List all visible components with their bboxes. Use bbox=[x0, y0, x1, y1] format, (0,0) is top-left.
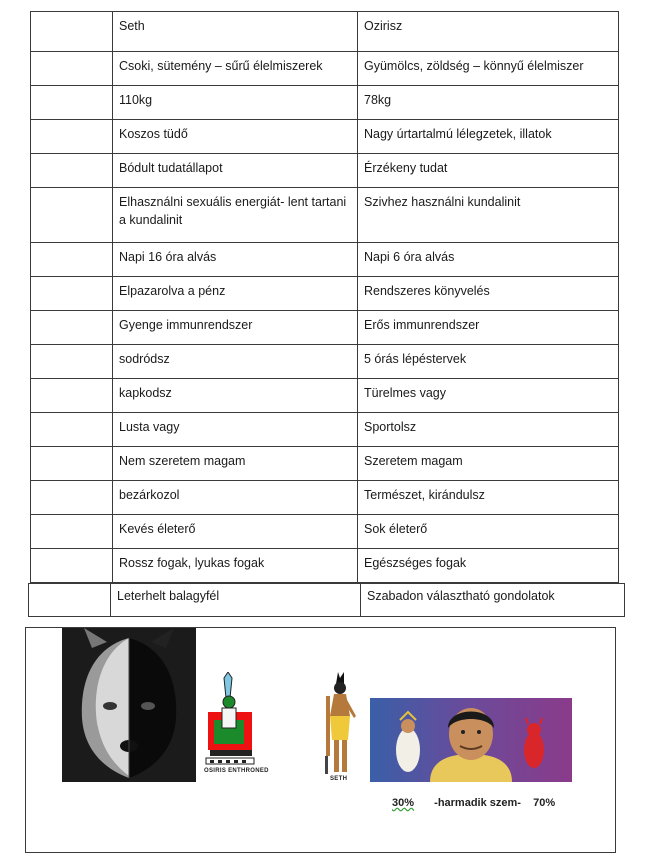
ozirisz-trait-cell: Gyümölcs, zöldség – könnyű élelmiszer bbox=[358, 52, 619, 86]
seth-trait-cell: Napi 16 óra alvás bbox=[113, 243, 358, 277]
seth-trait-cell: Csoki, sütemény – sűrű élelmiszerek bbox=[113, 52, 358, 86]
ozirisz-trait-cell: Napi 6 óra alvás bbox=[358, 243, 619, 277]
cartoon-scene-image bbox=[370, 698, 572, 782]
empty-cell bbox=[31, 120, 113, 154]
table-row bbox=[31, 413, 619, 447]
table-row bbox=[31, 86, 619, 120]
seth-trait-cell: kapkodsz bbox=[113, 379, 358, 413]
comparison-table bbox=[30, 11, 619, 583]
ozirisz-trait-cell: Türelmes vagy bbox=[358, 379, 619, 413]
seth-trait-cell: sodródsz bbox=[113, 345, 358, 379]
seth-trait-cell: Gyenge immunrendszer bbox=[113, 311, 358, 345]
header-seth: Seth bbox=[113, 12, 358, 52]
percent-left: 30% bbox=[392, 797, 415, 809]
third-eye-label: -harmadik szem- bbox=[434, 797, 521, 809]
table-row bbox=[31, 154, 619, 188]
table-row bbox=[31, 515, 619, 549]
table-row bbox=[31, 120, 619, 154]
third-eye-percentages bbox=[392, 797, 555, 809]
seth-figure-image bbox=[318, 672, 362, 776]
seth-caption: SETH bbox=[330, 776, 348, 782]
extra-right-cell: Szabadon választható gondolatok bbox=[361, 584, 625, 617]
table-row bbox=[31, 188, 619, 243]
empty-cell bbox=[31, 311, 113, 345]
seth-trait-cell: Bódult tudatállapot bbox=[113, 154, 358, 188]
seth-trait-cell: 110kg bbox=[113, 86, 358, 120]
empty-cell bbox=[31, 12, 113, 52]
seth-trait-cell: Elhasználni sexuális energiát- lent tartani a kundalinit bbox=[113, 188, 358, 243]
table-row bbox=[31, 345, 619, 379]
seth-trait-cell: Lusta vagy bbox=[113, 413, 358, 447]
table-row bbox=[29, 584, 625, 617]
empty-cell bbox=[29, 584, 111, 617]
seth-trait-cell: Kevés életerő bbox=[113, 515, 358, 549]
header-ozirisz: Ozirisz bbox=[358, 12, 619, 52]
empty-cell bbox=[31, 447, 113, 481]
extra-table bbox=[28, 583, 625, 617]
percent-right: 70% bbox=[533, 797, 556, 809]
table-row bbox=[31, 447, 619, 481]
osiris-caption: OSIRIS ENTHRONED bbox=[204, 768, 269, 774]
wolf-yin-yang-image bbox=[62, 628, 196, 782]
empty-cell bbox=[31, 154, 113, 188]
ozirisz-trait-cell: 78kg bbox=[358, 86, 619, 120]
seth-trait-cell: Elpazarolva a pénz bbox=[113, 277, 358, 311]
empty-cell bbox=[31, 515, 113, 549]
empty-cell bbox=[31, 86, 113, 120]
empty-cell bbox=[31, 379, 113, 413]
ozirisz-trait-cell: Nagy úrtartalmú lélegzetek, illatok bbox=[358, 120, 619, 154]
ozirisz-trait-cell: Természet, kirándulsz bbox=[358, 481, 619, 515]
ozirisz-trait-cell: Sportolsz bbox=[358, 413, 619, 447]
empty-cell bbox=[31, 52, 113, 86]
extra-left-cell: Leterhelt balagyfél bbox=[111, 584, 361, 617]
empty-cell bbox=[31, 345, 113, 379]
osiris-enthroned-image bbox=[200, 672, 260, 772]
table-row bbox=[31, 243, 619, 277]
table-row bbox=[31, 481, 619, 515]
ozirisz-trait-cell: Sok életerő bbox=[358, 515, 619, 549]
table-row bbox=[31, 277, 619, 311]
table-header-row bbox=[31, 12, 619, 52]
ozirisz-trait-cell: Szeretem magam bbox=[358, 447, 619, 481]
ozirisz-trait-cell: Erős immunrendszer bbox=[358, 311, 619, 345]
seth-trait-cell: Nem szeretem magam bbox=[113, 447, 358, 481]
empty-cell bbox=[31, 277, 113, 311]
empty-cell bbox=[31, 243, 113, 277]
seth-trait-cell: Rossz fogak, lyukas fogak bbox=[113, 549, 358, 583]
ozirisz-trait-cell: Szivhez használni kundalinit bbox=[358, 188, 619, 243]
ozirisz-trait-cell: Érzékeny tudat bbox=[358, 154, 619, 188]
empty-cell bbox=[31, 413, 113, 447]
table-row bbox=[31, 52, 619, 86]
ozirisz-trait-cell: Rendszeres könyvelés bbox=[358, 277, 619, 311]
ozirisz-trait-cell: Egészséges fogak bbox=[358, 549, 619, 583]
empty-cell bbox=[31, 481, 113, 515]
empty-cell bbox=[31, 188, 113, 243]
ozirisz-trait-cell: 5 órás lépéstervek bbox=[358, 345, 619, 379]
table-row bbox=[31, 379, 619, 413]
empty-cell bbox=[31, 549, 113, 583]
seth-trait-cell: bezárkozol bbox=[113, 481, 358, 515]
table-row bbox=[31, 311, 619, 345]
table-row bbox=[31, 549, 619, 583]
seth-trait-cell: Koszos tüdő bbox=[113, 120, 358, 154]
